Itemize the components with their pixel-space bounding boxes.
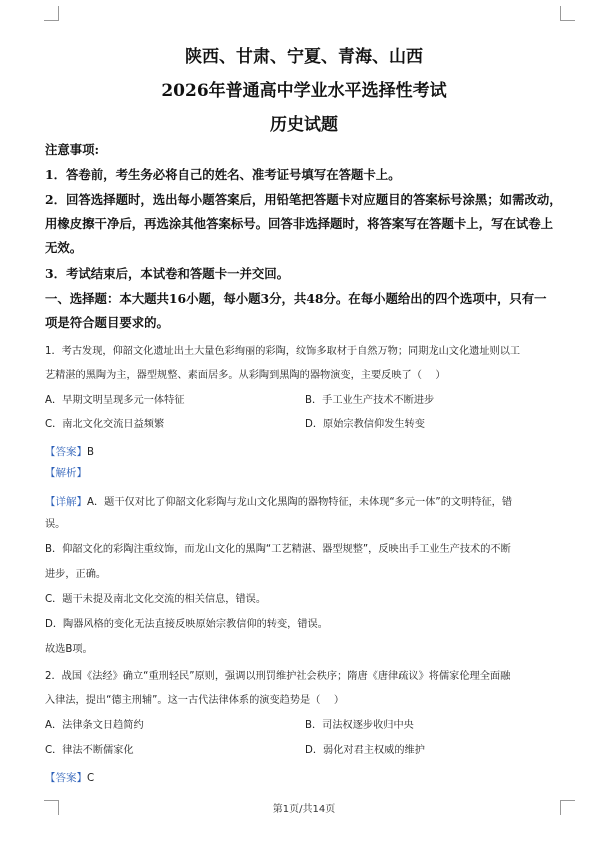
notice-item-1: 1．答卷前，考生务必将自己的姓名、准考证号填写在答题卡上。	[45, 167, 401, 182]
notice-item-2-line-3: 无效。	[45, 240, 83, 255]
q2-stem-line-2: 入律法，提出“德主刑辅”。这一古代法律体系的演变趋势是（ ）	[45, 695, 345, 706]
q1-detail-d: D．陶器风格的变化无法直接反映原始宗教信仰的转变，错误。	[45, 619, 328, 630]
section-heading-line-2: 项是符合题目要求的。	[45, 315, 169, 330]
q2-answer	[45, 766, 94, 785]
q1-detail-a-text: A．题干仅对比了仰韶文化彩陶与龙山文化黑陶的器物特征，未体现“多元一体”的文明特征，错	[87, 497, 513, 508]
corner-mark-top-right	[560, 6, 575, 21]
q2-stem-line-1: 2．战国《法经》确立“重刑轻民”原则，强调以刑罚维护社会秩序；隋唐《唐律疏议》将儒家伦理全面融	[45, 671, 511, 682]
q2-option-b: B．司法权逐步收归中央	[305, 720, 414, 731]
q1-stem-line-2: 艺精湛的黑陶为主，器型规整、素面居多。从彩陶到黑陶的器物演变，主要反映了（ ）	[45, 370, 446, 381]
notice-item-2-line-2: 用橡皮擦干净后，再选涂其他答案标号。回答非选择题时，将答案写在答题卡上，写在试卷上	[45, 216, 554, 231]
notice-item-3: 3．考试结束后，本试卷和答题卡一并交回。	[45, 266, 290, 281]
q1-stem-line-1: 1．考古发现，仰韶文化遗址出土大量色彩绚丽的彩陶，纹饰多取材于自然万物；同期龙山文化遗址则以工	[45, 346, 521, 357]
corner-mark-top-left	[44, 6, 59, 21]
q1-option-c: C．南北文化交流日益频繁	[45, 419, 165, 430]
exam-title-year: 2026年普通高中学业水平选择性考试	[161, 81, 447, 101]
q1-answer-label: 【答案】	[45, 446, 87, 458]
q1-answer-value: B	[87, 447, 94, 458]
page-number-footer: 第1页/共14页	[272, 804, 336, 815]
exam-title-subject: 历史试题	[270, 115, 338, 135]
q2-option-a: A．法律条文日趋简约	[45, 720, 144, 731]
q2-option-c: C．律法不断儒家化	[45, 745, 134, 756]
notice-heading: 注意事项:	[45, 142, 100, 157]
q1-conclusion: 故选B项。	[45, 644, 93, 655]
q1-option-b: B．手工业生产技术不断进步	[305, 395, 435, 406]
q1-detail-b-line-2: 进步，正确。	[45, 569, 107, 580]
q1-answer	[45, 440, 94, 459]
exam-title-regions: 陕西、甘肃、宁夏、青海、山西	[185, 47, 423, 67]
q2-answer-label: 【答案】	[45, 772, 87, 784]
q1-analysis-label: 【解析】	[45, 467, 87, 479]
q1-detail-a-line-1	[45, 490, 512, 509]
q1-detail-label: 【详解】	[45, 496, 87, 508]
q2-option-d: D．弱化对君主权威的维护	[305, 745, 425, 756]
q1-option-a: A．早期文明呈现多元一体特征	[45, 395, 185, 406]
q1-option-d: D．原始宗教信仰发生转变	[305, 419, 425, 430]
section-heading-line-1: 一、选择题：本大题共16小题，每小题3分，共48分。在每小题给出的四个选项中，只有一	[45, 291, 547, 306]
notice-item-2-line-1: 2．回答选择题时，选出每小题答案后，用铅笔把答题卡对应题目的答案标号涂黑；如需改动，	[45, 192, 562, 207]
q2-answer-value: C	[87, 773, 95, 784]
q1-detail-c: C．题干未提及南北文化交流的相关信息，错误。	[45, 594, 267, 605]
q1-detail-b-line-1: B．仰韶文化的彩陶注重纹饰，而龙山文化的黑陶“工艺精湛、器型规整”，反映出手工业生产技术的不断	[45, 544, 511, 555]
q1-detail-a-line-2: 误。	[45, 519, 66, 530]
